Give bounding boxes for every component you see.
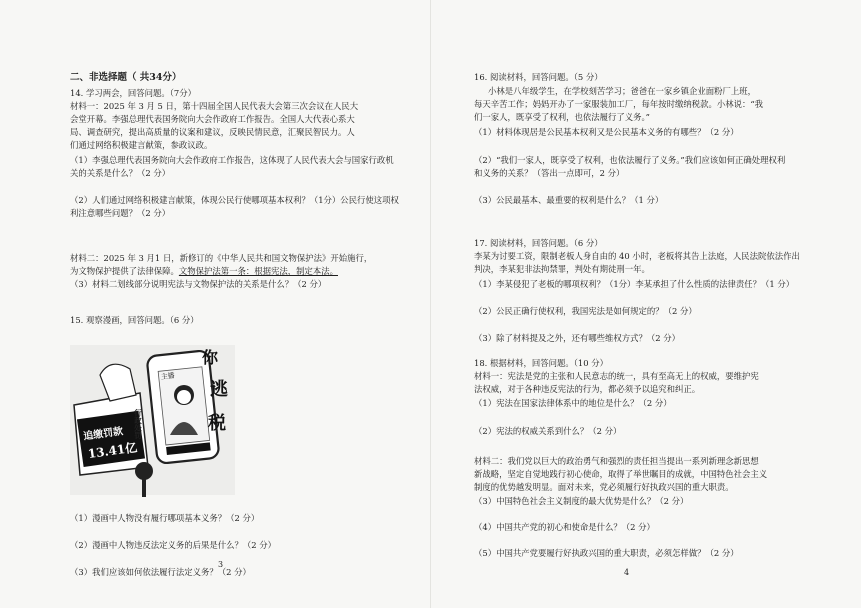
page-fold (430, 0, 431, 608)
q15-question-2: （2）漫画中人物违反法定义务的后果是什么？（2 分） (70, 540, 276, 550)
q18-question-3: （3）中国特色社会主义制度的最大优势是什么？（2 分） (474, 496, 689, 506)
q15-question-3: （3）我们应该如何依法履行法定义务？（2 分） (70, 567, 251, 577)
q18-material-1: 材料一：宪法是党的主张和人民意志的统一，具有至高无上的权威，要维护宪 (474, 371, 759, 381)
streamer-tag: 主播 (160, 371, 176, 382)
comic-stamp-text: 追缴罚款 (82, 426, 124, 443)
q14-material-1: 局、调查研究，提出高质量的议案和建议，反映民情民意，汇聚民智民力。人 (70, 127, 355, 137)
comic-side-text: 行政处罚 (133, 409, 143, 439)
q14-question-1: （1）李强总理代表国务院向大会作政府工作报告，这体现了人民代表大会与国家行政机 (70, 155, 394, 165)
q18-question-1: （1）宪法在国家法律体系中的地位是什么？（2 分） (474, 398, 672, 408)
q14-question-1: 关的关系是什么？（2 分） (70, 168, 171, 178)
q16-heading: 16. 阅读材料，回答问题。（5 分） (474, 72, 603, 82)
q14-question-2: （2）人们通过网络积极建言献策，体现公民行使哪项基本权利？（1分）公民行使这项权 (70, 195, 399, 205)
q16-material: 小林是八年级学生，在学校刻苦学习；爸爸在一家乡镇企业面粉厂上班， (488, 86, 756, 96)
q17-question-1: （1）李某侵犯了老板的哪项权利？（1分）李某承担了什么性质的法律责任？（1 分） (474, 279, 795, 289)
q18-question-2: （2）宪法的权威关系到什么？（2 分） (474, 426, 622, 436)
q16-question-2: （2）“我们一家人，既享受了权利，也依法履行了义务。”我们应该如何正确处理权利 (474, 155, 786, 165)
q17-heading: 17. 阅读材料，回答问题。（6 分） (474, 238, 603, 248)
q16-question-1: （1）材料体现居是公民基本权利又是公民基本义务的有哪些？（2 分） (474, 127, 739, 137)
q18-material-2: 材料二：我们党以巨大的政治勇气和强烈的责任担当提出一系列新理念新思想 (474, 456, 759, 466)
microphone-icon (135, 462, 153, 480)
comic-sign-top: 你 (202, 348, 219, 367)
page-number-left: 3 (218, 560, 224, 569)
q14-material-1: 材料一：2025 年 3 月 5 日，第十四届全国人民代表大会第三次会议在人民大 (70, 101, 359, 111)
q16-material: 们一家人，既享受了权利，也依法履行了义务。” (474, 112, 650, 122)
q17-question-3: （3）除了材料提及之外，还有哪些维权方式？（2 分） (474, 333, 680, 343)
q17-question-2: （2）公民正确行使权利，我国宪法是如何规定的？（2 分） (474, 306, 697, 316)
q14-material-2-line (70, 266, 338, 277)
page-number-right: 4 (624, 568, 630, 577)
q16-material: 每天辛苦工作；妈妈开办了一家服装加工厂，每年按时缴纳税款。小林说：“我 (474, 99, 764, 109)
comic-sign-bottom: 税 (208, 413, 226, 434)
q14-material-1: 们通过网络积极建言献策，参政议政。 (70, 140, 213, 150)
tax-evasion-comic (70, 335, 235, 505)
q18-material-1: 法权威，对于各种违反宪法的行为，都必须予以追究和纠正。 (474, 384, 701, 394)
q18-material-2: 制度的优势越发明显。面对未来，党必须履行好执政兴国的重大职责。 (474, 482, 734, 492)
q15-heading: 15. 观察漫画，回答问题。（6 分） (70, 315, 199, 325)
q16-question-2: 和义务的关系？（答出一点即可，2 分） (474, 168, 625, 178)
section-heading: 二、非选择题（ 共34分） (70, 72, 182, 83)
comic-amount-text: 13.41亿 (86, 440, 138, 462)
q14-material-2-text: 为文物保护提供了法律保障。 (70, 266, 179, 276)
q14-heading: 14. 学习两会，回答问题。（7分） (70, 88, 196, 98)
q14-underlined-text: 文物保护法第一条：根据宪法，制定本法。 (178, 266, 338, 276)
q15-question-1: （1）漫画中人物没有履行哪项基本义务？（2 分） (70, 513, 260, 523)
q18-question-5: （5）中国共产党要履行好执政兴国的重大职责，必须怎样做？（2 分） (474, 548, 739, 558)
q18-heading: 18. 根据材料，回答问题。（10 分） (474, 358, 608, 368)
q17-material: 李某为讨要工资，限制老板人身自由的 40 小时，老板将其告上法庭，人民法院依法作出 (474, 251, 800, 261)
q14-question-3: （3）材料二划线部分说明宪法与文物保护法的关系是什么？（2 分） (70, 279, 327, 289)
q14-material-1: 会堂开幕。李强总理代表国务院向大会作政府工作报告。全国人大代表心系大 (70, 114, 355, 124)
q17-material: 判决，李某犯非法拘禁罪，判处有期徒刑一年。 (474, 264, 650, 274)
q18-material-2: 新战略，坚定自觉地践行初心使命，取得了举世瞩目的成就，中国特色社会主义 (474, 469, 768, 479)
comic-sign-mid: 逃 (210, 379, 228, 400)
q18-question-4: （4）中国共产党的初心和使命是什么？（2 分） (474, 522, 655, 532)
q14-material-2: 材料二：2025 年 3 月1 日，新修订的《中华人民共和国文物保护法》开始施行， (70, 253, 373, 263)
q14-question-2: 利注意哪些问题？（2 分） (70, 208, 171, 218)
q16-question-3: （3）公民最基本、最重要的权利是什么？（1 分） (474, 195, 664, 205)
